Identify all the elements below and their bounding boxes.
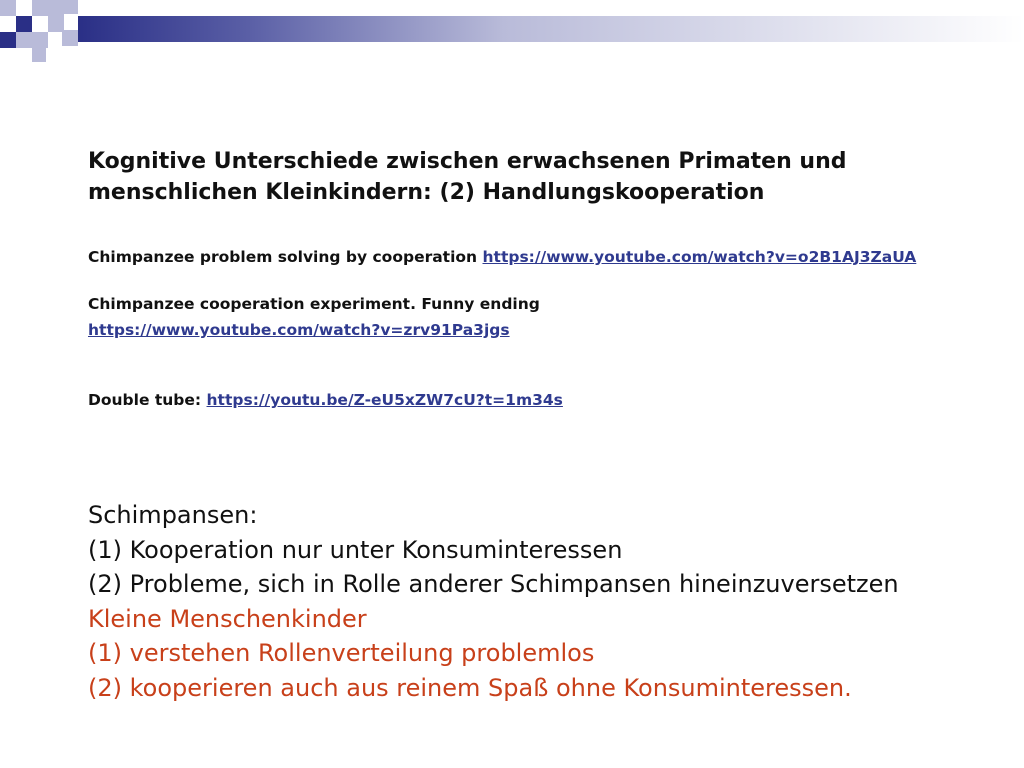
header-gradient-bar — [78, 16, 1024, 42]
video-2-label: Chimpanzee cooperation experiment. Funny ending — [88, 295, 540, 313]
chimps-point-1: (1) Kooperation nur unter Konsuminteressen — [88, 535, 623, 564]
title-line-2: menschlichen Kleinkindern: (2) Handlungskooperation — [88, 180, 765, 205]
deco-square — [16, 32, 32, 48]
video-3 — [88, 391, 563, 409]
video-1-link[interactable]: https://www.youtube.com/watch?v=o2B1AJ3ZaUA — [482, 248, 917, 266]
chimps-point-2: (2) Probleme, sich in Rolle anderer Schimpansen hineinzuversetzen — [88, 570, 899, 598]
children-heading: Kleine Menschenkinder — [88, 604, 367, 633]
deco-square — [48, 0, 64, 16]
video-3-link[interactable]: https://youtu.be/Z-eU5xZW7cU?t=1m34s — [206, 391, 563, 409]
video-1-label: Chimpanzee problem solving by cooperation — [88, 248, 483, 266]
video-2 — [88, 295, 540, 313]
slide-title — [88, 146, 988, 208]
deco-square — [62, 30, 78, 46]
video-3-label: Double tube: — [88, 391, 207, 409]
deco-square — [32, 0, 48, 16]
deco-square — [32, 32, 48, 48]
chimps-heading: Schimpansen: — [88, 501, 258, 529]
video-1 — [88, 248, 916, 266]
video-2-link[interactable]: https://www.youtube.com/watch?v=zrv91Pa3jgs — [88, 321, 510, 339]
deco-square — [64, 0, 78, 14]
video-2-link-row — [88, 321, 510, 339]
deco-square — [0, 0, 16, 16]
deco-square — [32, 48, 46, 62]
children-point-1: (1) verstehen Rollenverteilung problemlos — [88, 639, 595, 667]
children-point-2: (2) kooperieren auch aus reinem Spaß ohne Konsuminteressen. — [88, 673, 852, 702]
comparison-text — [88, 498, 899, 705]
deco-square — [16, 16, 32, 32]
title-line-1: Kognitive Unterschiede zwischen erwachsenen Primaten und — [88, 149, 847, 174]
deco-square — [0, 32, 16, 48]
